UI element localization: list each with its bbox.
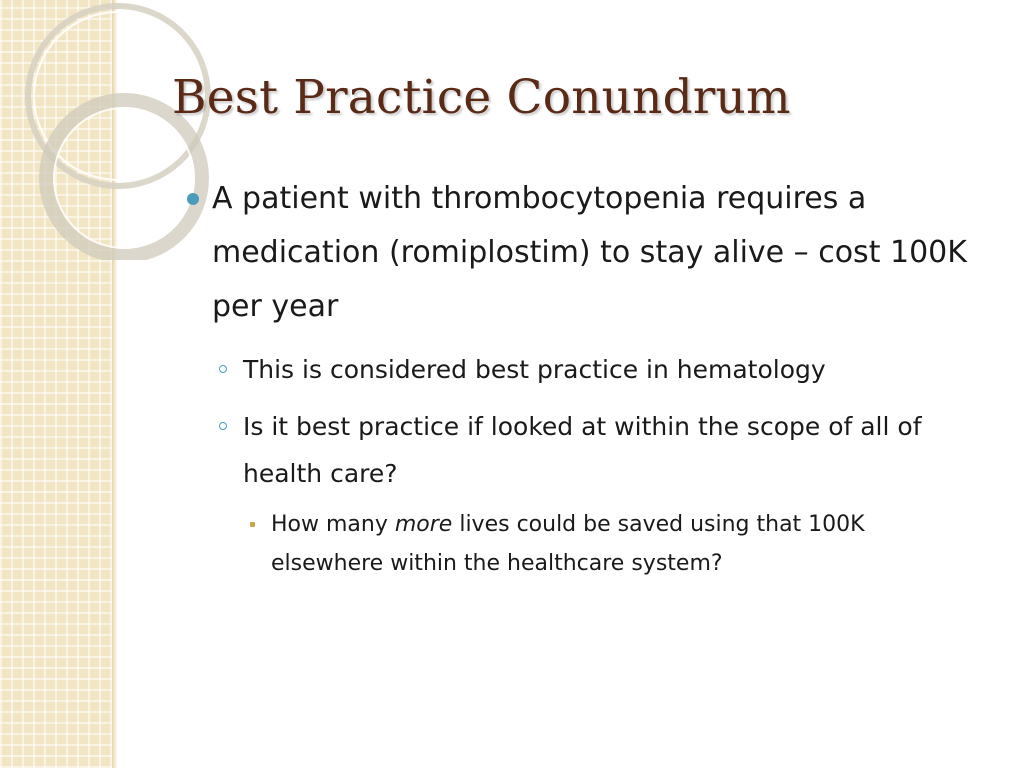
bullet-dot-icon bbox=[187, 193, 199, 205]
sub-sub-bullet-text-pre: How many bbox=[271, 512, 395, 537]
sub-sub-bullet-emphasis: more bbox=[394, 512, 453, 537]
sub-bullet-text: This is considered best practice in hematology bbox=[243, 355, 826, 384]
bullet-list bbox=[184, 172, 1004, 583]
bullet-level-2 bbox=[184, 346, 1004, 393]
bullet-text: A patient with thrombocytopenia requires a medication (romiplostim) to stay alive – cost 100K per year bbox=[212, 181, 967, 324]
bullet-circle-icon bbox=[219, 365, 227, 373]
slide-title: Best Practice Conundrum bbox=[172, 70, 791, 125]
bullet-level-3 bbox=[184, 505, 921, 583]
bullet-square-icon bbox=[250, 522, 255, 527]
bullet-level-1 bbox=[184, 172, 972, 334]
sub-bullet-text: Is it best practice if looked at within the scope of all of health care? bbox=[243, 412, 922, 488]
bullet-circle-icon bbox=[219, 422, 227, 430]
sub-sub-bullet-text-post: lives could be saved using that 100K elsewhere within the healthcare system? bbox=[271, 512, 865, 576]
bullet-level-2 bbox=[184, 403, 991, 497]
